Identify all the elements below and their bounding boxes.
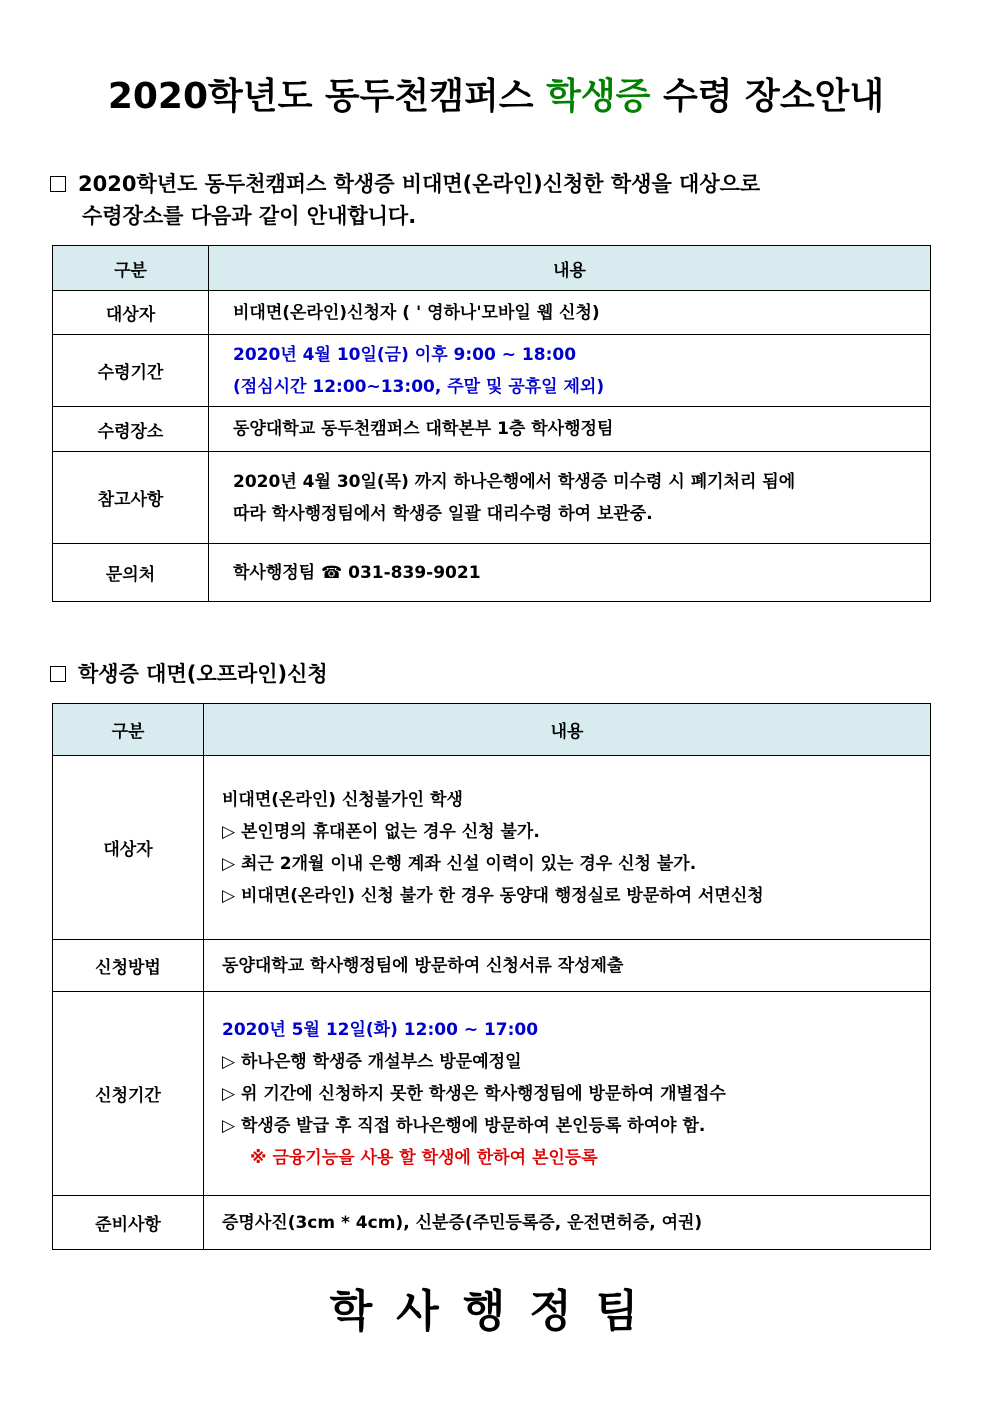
table-row (53, 335, 931, 407)
table-row (53, 291, 931, 335)
row-text: 동양대학교 학사행정팀에 방문하여 신청서류 작성제출 (222, 955, 624, 976)
title-highlight: 학생증 (546, 76, 651, 117)
row-text: 2020년 4월 10일(금) 이후 9:00 ~ 18:00 (233, 344, 577, 365)
row-label: 수령장소 (53, 407, 209, 452)
row-text: (점심시간 12:00~13:00, 주말 및 공휴일 제외) (233, 376, 605, 397)
row-text: 따라 학사행정팀에서 학생증 일괄 대리수령 하여 보관중. (233, 503, 653, 524)
row-text: ▷ 학생증 발급 후 직접 하나은행에 방문하여 본인등록 하여야 함. (222, 1115, 706, 1136)
row-label: 수령기간 (53, 335, 209, 407)
checkbox-square-icon (50, 176, 66, 192)
row-text: 증명사진(3cm * 4cm), 신분증(주민등록증, 운전면허증, 여권) (222, 1212, 703, 1233)
table-row (53, 407, 931, 452)
row-text: 동양대학교 동두천캠퍼스 대학본부 1층 학사행정팀 (233, 419, 614, 439)
footer-department: 학사행정팀 (329, 1286, 663, 1337)
row-label: 신청기간 (53, 992, 204, 1196)
row-note: ※ 금융기능을 사용 할 학생에 한하여 본인등록 (250, 1147, 598, 1168)
row-label: 참고사항 (53, 452, 209, 544)
section1-heading-line1: 2020학년도 동두천캠퍼스 학생증 비대면(온라인)신청한 학생을 대상으로 (78, 172, 761, 196)
title-part2: 수령 장소안내 (662, 76, 885, 117)
header-category: 구분 (53, 246, 209, 291)
offline-application-table (52, 703, 931, 1250)
section2-heading-text: 학생증 대면(오프라인)신청 (78, 662, 328, 686)
section2-heading (50, 658, 328, 690)
row-label: 문의처 (53, 544, 209, 602)
table-header-row (53, 704, 931, 756)
row-text: ▷ 위 기간에 신청하지 못한 학생은 학사행정팀에 방문하여 개별접수 (222, 1083, 726, 1104)
header-content: 내용 (209, 246, 931, 291)
row-label: 대상자 (53, 756, 204, 940)
row-label: 신청방법 (53, 940, 204, 992)
row-text: 2020년 4월 30일(목) 까지 하나은행에서 학생증 미수령 시 폐기처리 됨에 (233, 471, 796, 492)
checkbox-square-icon (50, 666, 66, 682)
table-row (53, 544, 931, 602)
section1-heading-line2: 수령장소를 다음과 같이 안내합니다. (82, 204, 417, 228)
title-part1: 2020학년도 동두천캠퍼스 (107, 76, 534, 117)
row-text: ▷ 하나은행 학생증 개설부스 방문예정일 (222, 1051, 522, 1072)
row-text: ▷ 비대면(온라인) 신청 불가 한 경우 동양대 행정실로 방문하여 서면신청 (222, 885, 764, 906)
table-row (53, 452, 931, 544)
header-category: 구분 (53, 704, 204, 756)
page-title (0, 68, 992, 119)
table-header-row (53, 246, 931, 291)
pickup-info-table (52, 245, 931, 602)
table-row (53, 1196, 931, 1250)
row-label: 준비사항 (53, 1196, 204, 1250)
row-text: 비대면(온라인)신청자 ( ' 영하나'모바일 웹 신청) (233, 302, 600, 323)
row-text: 비대면(온라인) 신청불가인 학생 (222, 789, 463, 810)
table-row (53, 992, 931, 1196)
row-text: ▷ 최근 2개월 이내 은행 계좌 신설 이력이 있는 경우 신청 불가. (222, 853, 697, 874)
row-text: 2020년 5월 12일(화) 12:00 ~ 17:00 (222, 1019, 539, 1040)
row-text: ▷ 본인명의 휴대폰이 없는 경우 신청 불가. (222, 821, 540, 842)
row-text: 학사행정팀 ☎ 031-839-9021 (233, 562, 481, 583)
row-label: 대상자 (53, 291, 209, 335)
table-row (53, 756, 931, 940)
section1-heading (50, 168, 760, 232)
header-content: 내용 (204, 704, 931, 756)
table-row (53, 940, 931, 992)
